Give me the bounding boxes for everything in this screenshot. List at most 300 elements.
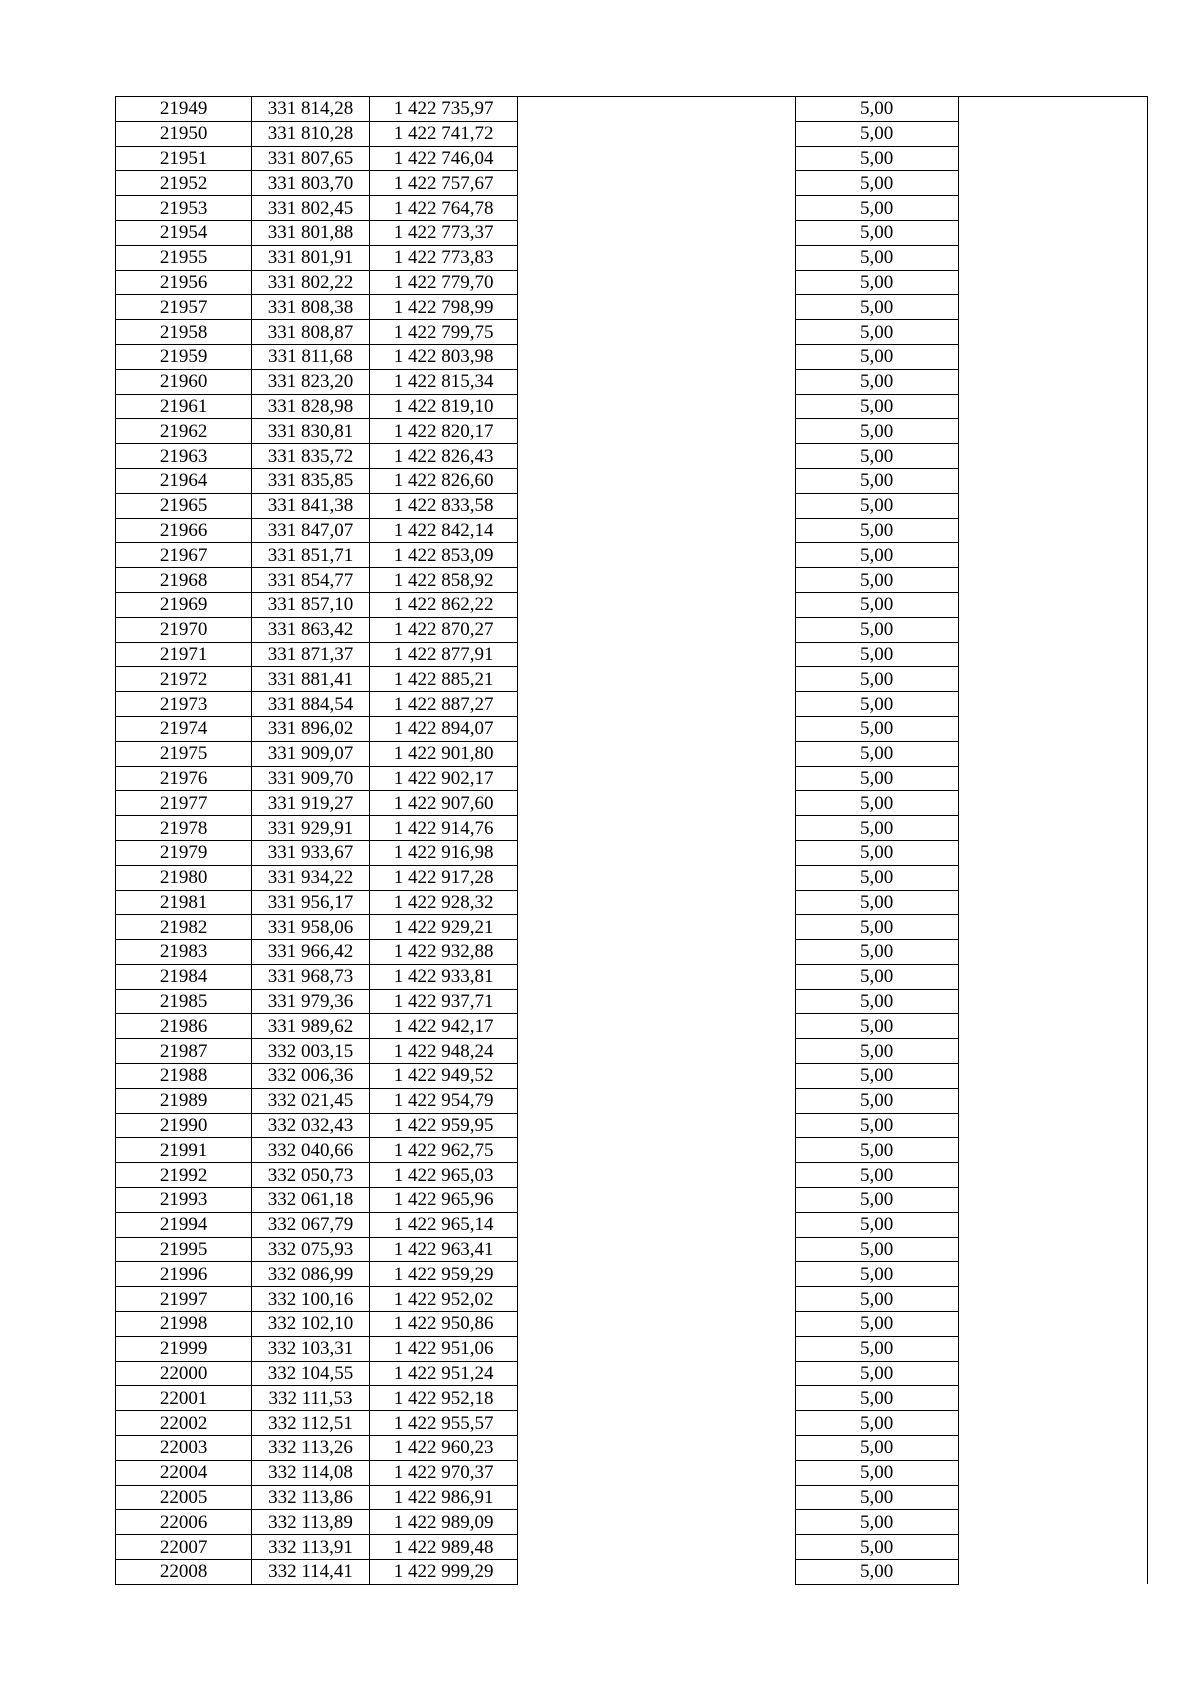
x-coordinate-cell: 331 919,27	[252, 791, 370, 816]
empty-cell	[958, 741, 1147, 766]
point-number-cell: 21967	[116, 543, 252, 568]
empty-cell	[958, 791, 1147, 816]
empty-cell	[518, 964, 795, 989]
point-number-cell: 21960	[116, 369, 252, 394]
x-coordinate-cell: 331 857,10	[252, 592, 370, 617]
empty-cell	[958, 196, 1147, 221]
y-coordinate-cell: 1 422 853,09	[369, 543, 517, 568]
empty-cell	[958, 295, 1147, 320]
accuracy-cell: 5,00	[795, 964, 958, 989]
accuracy-cell: 5,00	[795, 1336, 958, 1361]
accuracy-cell: 5,00	[795, 1113, 958, 1138]
y-coordinate-cell: 1 422 952,02	[369, 1287, 517, 1312]
accuracy-cell: 5,00	[795, 1560, 958, 1585]
point-number-cell: 21986	[116, 1014, 252, 1039]
point-number-cell: 21959	[116, 344, 252, 369]
y-coordinate-cell: 1 422 965,96	[369, 1188, 517, 1213]
y-coordinate-cell: 1 422 989,09	[369, 1510, 517, 1535]
empty-cell	[958, 1510, 1147, 1535]
empty-cell	[958, 270, 1147, 295]
empty-cell	[958, 1163, 1147, 1188]
point-number-cell: 21978	[116, 816, 252, 841]
point-number-cell: 21999	[116, 1336, 252, 1361]
x-coordinate-cell: 332 113,91	[252, 1535, 370, 1560]
table-row	[116, 444, 1148, 469]
x-coordinate-cell: 332 100,16	[252, 1287, 370, 1312]
y-coordinate-cell: 1 422 954,79	[369, 1088, 517, 1113]
empty-cell	[518, 1312, 795, 1337]
x-coordinate-cell: 331 823,20	[252, 369, 370, 394]
table-row	[116, 964, 1148, 989]
coordinates-table-body	[116, 97, 1148, 1585]
point-number-cell: 21962	[116, 419, 252, 444]
table-row	[116, 543, 1148, 568]
y-coordinate-cell: 1 422 862,22	[369, 592, 517, 617]
point-number-cell: 21965	[116, 493, 252, 518]
y-coordinate-cell: 1 422 962,75	[369, 1138, 517, 1163]
point-number-cell: 21991	[116, 1138, 252, 1163]
x-coordinate-cell: 331 810,28	[252, 121, 370, 146]
accuracy-cell: 5,00	[795, 518, 958, 543]
empty-cell	[518, 493, 795, 518]
x-coordinate-cell: 332 032,43	[252, 1113, 370, 1138]
empty-cell	[518, 741, 795, 766]
y-coordinate-cell: 1 422 960,23	[369, 1436, 517, 1461]
x-coordinate-cell: 331 808,87	[252, 320, 370, 345]
y-coordinate-cell: 1 422 799,75	[369, 320, 517, 345]
x-coordinate-cell: 331 871,37	[252, 642, 370, 667]
y-coordinate-cell: 1 422 959,29	[369, 1262, 517, 1287]
empty-cell	[518, 840, 795, 865]
x-coordinate-cell: 331 828,98	[252, 394, 370, 419]
table-row	[116, 692, 1148, 717]
table-row	[116, 568, 1148, 593]
y-coordinate-cell: 1 422 965,14	[369, 1212, 517, 1237]
x-coordinate-cell: 331 958,06	[252, 915, 370, 940]
y-coordinate-cell: 1 422 757,67	[369, 171, 517, 196]
empty-cell	[958, 444, 1147, 469]
empty-cell	[518, 1014, 795, 1039]
x-coordinate-cell: 331 851,71	[252, 543, 370, 568]
empty-cell	[518, 642, 795, 667]
accuracy-cell: 5,00	[795, 1237, 958, 1262]
y-coordinate-cell: 1 422 735,97	[369, 97, 517, 122]
point-number-cell: 21955	[116, 245, 252, 270]
accuracy-cell: 5,00	[795, 989, 958, 1014]
accuracy-cell: 5,00	[795, 295, 958, 320]
table-row	[116, 1237, 1148, 1262]
y-coordinate-cell: 1 422 773,83	[369, 245, 517, 270]
accuracy-cell: 5,00	[795, 97, 958, 122]
x-coordinate-cell: 331 979,36	[252, 989, 370, 1014]
empty-cell	[518, 1535, 795, 1560]
empty-cell	[958, 1411, 1147, 1436]
point-number-cell: 21984	[116, 964, 252, 989]
table-row	[116, 1188, 1148, 1213]
table-row	[116, 1485, 1148, 1510]
table-row	[116, 295, 1148, 320]
y-coordinate-cell: 1 422 858,92	[369, 568, 517, 593]
table-row	[116, 1386, 1148, 1411]
empty-cell	[518, 1088, 795, 1113]
accuracy-cell: 5,00	[795, 840, 958, 865]
y-coordinate-cell: 1 422 937,71	[369, 989, 517, 1014]
y-coordinate-cell: 1 422 746,04	[369, 146, 517, 171]
accuracy-cell: 5,00	[795, 394, 958, 419]
table-row	[116, 617, 1148, 642]
empty-cell	[518, 1436, 795, 1461]
accuracy-cell: 5,00	[795, 940, 958, 965]
x-coordinate-cell: 331 814,28	[252, 97, 370, 122]
empty-cell	[958, 1064, 1147, 1089]
empty-cell	[518, 419, 795, 444]
y-coordinate-cell: 1 422 929,21	[369, 915, 517, 940]
table-row	[116, 1088, 1148, 1113]
point-number-cell: 21963	[116, 444, 252, 469]
empty-cell	[518, 1039, 795, 1064]
empty-cell	[958, 667, 1147, 692]
accuracy-cell: 5,00	[795, 543, 958, 568]
point-number-cell: 21997	[116, 1287, 252, 1312]
x-coordinate-cell: 332 113,89	[252, 1510, 370, 1535]
accuracy-cell: 5,00	[795, 915, 958, 940]
empty-cell	[518, 1064, 795, 1089]
y-coordinate-cell: 1 422 965,03	[369, 1163, 517, 1188]
x-coordinate-cell: 332 003,15	[252, 1039, 370, 1064]
empty-cell	[518, 1262, 795, 1287]
y-coordinate-cell: 1 422 833,58	[369, 493, 517, 518]
table-row	[116, 716, 1148, 741]
x-coordinate-cell: 332 103,31	[252, 1336, 370, 1361]
point-number-cell: 22005	[116, 1485, 252, 1510]
y-coordinate-cell: 1 422 803,98	[369, 344, 517, 369]
y-coordinate-cell: 1 422 819,10	[369, 394, 517, 419]
table-row	[116, 220, 1148, 245]
x-coordinate-cell: 331 884,54	[252, 692, 370, 717]
y-coordinate-cell: 1 422 901,80	[369, 741, 517, 766]
point-number-cell: 21993	[116, 1188, 252, 1213]
accuracy-cell: 5,00	[795, 1510, 958, 1535]
accuracy-cell: 5,00	[795, 592, 958, 617]
point-number-cell: 21983	[116, 940, 252, 965]
x-coordinate-cell: 331 934,22	[252, 865, 370, 890]
point-number-cell: 21958	[116, 320, 252, 345]
empty-cell	[518, 568, 795, 593]
point-number-cell: 22007	[116, 1535, 252, 1560]
y-coordinate-cell: 1 422 942,17	[369, 1014, 517, 1039]
table-row	[116, 1163, 1148, 1188]
table-row	[116, 369, 1148, 394]
table-row	[116, 97, 1148, 122]
table-row	[116, 1460, 1148, 1485]
x-coordinate-cell: 332 021,45	[252, 1088, 370, 1113]
table-row	[116, 245, 1148, 270]
x-coordinate-cell: 331 966,42	[252, 940, 370, 965]
point-number-cell: 21972	[116, 667, 252, 692]
y-coordinate-cell: 1 422 948,24	[369, 1039, 517, 1064]
empty-cell	[958, 146, 1147, 171]
accuracy-cell: 5,00	[795, 1212, 958, 1237]
point-number-cell: 22008	[116, 1560, 252, 1585]
empty-cell	[518, 766, 795, 791]
y-coordinate-cell: 1 422 902,17	[369, 766, 517, 791]
empty-cell	[958, 865, 1147, 890]
empty-cell	[518, 1560, 795, 1585]
point-number-cell: 21980	[116, 865, 252, 890]
point-number-cell: 21976	[116, 766, 252, 791]
table-row	[116, 344, 1148, 369]
x-coordinate-cell: 331 989,62	[252, 1014, 370, 1039]
y-coordinate-cell: 1 422 949,52	[369, 1064, 517, 1089]
x-coordinate-cell: 332 075,93	[252, 1237, 370, 1262]
empty-cell	[518, 667, 795, 692]
empty-cell	[518, 1287, 795, 1312]
accuracy-cell: 5,00	[795, 419, 958, 444]
accuracy-cell: 5,00	[795, 270, 958, 295]
x-coordinate-cell: 331 801,91	[252, 245, 370, 270]
empty-cell	[518, 295, 795, 320]
y-coordinate-cell: 1 422 773,37	[369, 220, 517, 245]
accuracy-cell: 5,00	[795, 617, 958, 642]
accuracy-cell: 5,00	[795, 1535, 958, 1560]
accuracy-cell: 5,00	[795, 1014, 958, 1039]
point-number-cell: 21952	[116, 171, 252, 196]
accuracy-cell: 5,00	[795, 1436, 958, 1461]
table-row	[116, 1014, 1148, 1039]
point-number-cell: 21998	[116, 1312, 252, 1337]
x-coordinate-cell: 332 104,55	[252, 1361, 370, 1386]
empty-cell	[958, 468, 1147, 493]
table-row	[116, 1064, 1148, 1089]
empty-cell	[958, 121, 1147, 146]
empty-cell	[958, 989, 1147, 1014]
accuracy-cell: 5,00	[795, 320, 958, 345]
point-number-cell: 21971	[116, 642, 252, 667]
empty-cell	[958, 1436, 1147, 1461]
empty-cell	[518, 196, 795, 221]
empty-cell	[958, 344, 1147, 369]
point-number-cell: 21954	[116, 220, 252, 245]
empty-cell	[518, 394, 795, 419]
point-number-cell: 21953	[116, 196, 252, 221]
empty-cell	[518, 97, 795, 122]
empty-cell	[518, 816, 795, 841]
table-row	[116, 1262, 1148, 1287]
y-coordinate-cell: 1 422 907,60	[369, 791, 517, 816]
y-coordinate-cell: 1 422 885,21	[369, 667, 517, 692]
empty-cell	[958, 245, 1147, 270]
point-number-cell: 21979	[116, 840, 252, 865]
point-number-cell: 21982	[116, 915, 252, 940]
accuracy-cell: 5,00	[795, 196, 958, 221]
table-row	[116, 468, 1148, 493]
x-coordinate-cell: 331 835,72	[252, 444, 370, 469]
table-row	[116, 146, 1148, 171]
x-coordinate-cell: 331 956,17	[252, 890, 370, 915]
point-number-cell: 22002	[116, 1411, 252, 1436]
accuracy-cell: 5,00	[795, 1485, 958, 1510]
empty-cell	[518, 121, 795, 146]
empty-cell	[958, 97, 1147, 122]
table-row	[116, 1560, 1148, 1585]
empty-cell	[958, 592, 1147, 617]
empty-cell	[518, 1386, 795, 1411]
empty-cell	[958, 518, 1147, 543]
table-row	[116, 1312, 1148, 1337]
point-number-cell: 21957	[116, 295, 252, 320]
accuracy-cell: 5,00	[795, 568, 958, 593]
empty-cell	[958, 940, 1147, 965]
accuracy-cell: 5,00	[795, 741, 958, 766]
table-row	[116, 667, 1148, 692]
accuracy-cell: 5,00	[795, 766, 958, 791]
empty-cell	[518, 518, 795, 543]
y-coordinate-cell: 1 422 959,95	[369, 1113, 517, 1138]
y-coordinate-cell: 1 422 894,07	[369, 716, 517, 741]
empty-cell	[958, 1361, 1147, 1386]
x-coordinate-cell: 331 841,38	[252, 493, 370, 518]
table-row	[116, 171, 1148, 196]
empty-cell	[958, 766, 1147, 791]
accuracy-cell: 5,00	[795, 865, 958, 890]
empty-cell	[518, 543, 795, 568]
empty-cell	[958, 1287, 1147, 1312]
y-coordinate-cell: 1 422 877,91	[369, 642, 517, 667]
empty-cell	[958, 1560, 1147, 1585]
y-coordinate-cell: 1 422 779,70	[369, 270, 517, 295]
table-row	[116, 1361, 1148, 1386]
y-coordinate-cell: 1 422 870,27	[369, 617, 517, 642]
table-row	[116, 1113, 1148, 1138]
x-coordinate-cell: 331 929,91	[252, 816, 370, 841]
x-coordinate-cell: 331 802,22	[252, 270, 370, 295]
empty-cell	[958, 1262, 1147, 1287]
point-number-cell: 21956	[116, 270, 252, 295]
point-number-cell: 21950	[116, 121, 252, 146]
empty-cell	[518, 716, 795, 741]
x-coordinate-cell: 331 933,67	[252, 840, 370, 865]
table-row	[116, 1436, 1148, 1461]
empty-cell	[518, 1510, 795, 1535]
empty-cell	[518, 320, 795, 345]
accuracy-cell: 5,00	[795, 816, 958, 841]
accuracy-cell: 5,00	[795, 171, 958, 196]
empty-cell	[958, 915, 1147, 940]
y-coordinate-cell: 1 422 815,34	[369, 369, 517, 394]
point-number-cell: 21995	[116, 1237, 252, 1262]
accuracy-cell: 5,00	[795, 468, 958, 493]
empty-cell	[958, 1113, 1147, 1138]
table-row	[116, 419, 1148, 444]
point-number-cell: 21970	[116, 617, 252, 642]
table-row	[116, 196, 1148, 221]
empty-cell	[518, 791, 795, 816]
table-row	[116, 1336, 1148, 1361]
accuracy-cell: 5,00	[795, 146, 958, 171]
y-coordinate-cell: 1 422 914,76	[369, 816, 517, 841]
point-number-cell: 22000	[116, 1361, 252, 1386]
x-coordinate-cell: 332 050,73	[252, 1163, 370, 1188]
table-row	[116, 1039, 1148, 1064]
table-row	[116, 989, 1148, 1014]
empty-cell	[958, 1138, 1147, 1163]
x-coordinate-cell: 332 102,10	[252, 1312, 370, 1337]
empty-cell	[958, 1460, 1147, 1485]
y-coordinate-cell: 1 422 917,28	[369, 865, 517, 890]
empty-cell	[518, 940, 795, 965]
accuracy-cell: 5,00	[795, 444, 958, 469]
empty-cell	[518, 592, 795, 617]
empty-cell	[958, 1386, 1147, 1411]
y-coordinate-cell: 1 422 916,98	[369, 840, 517, 865]
y-coordinate-cell: 1 422 928,32	[369, 890, 517, 915]
x-coordinate-cell: 332 111,53	[252, 1386, 370, 1411]
empty-cell	[518, 1113, 795, 1138]
accuracy-cell: 5,00	[795, 1411, 958, 1436]
empty-cell	[958, 171, 1147, 196]
accuracy-cell: 5,00	[795, 1386, 958, 1411]
x-coordinate-cell: 331 811,68	[252, 344, 370, 369]
accuracy-cell: 5,00	[795, 1163, 958, 1188]
accuracy-cell: 5,00	[795, 344, 958, 369]
empty-cell	[958, 419, 1147, 444]
empty-cell	[518, 1460, 795, 1485]
accuracy-cell: 5,00	[795, 1287, 958, 1312]
accuracy-cell: 5,00	[795, 245, 958, 270]
x-coordinate-cell: 331 801,88	[252, 220, 370, 245]
x-coordinate-cell: 331 968,73	[252, 964, 370, 989]
x-coordinate-cell: 332 040,66	[252, 1138, 370, 1163]
point-number-cell: 21951	[116, 146, 252, 171]
point-number-cell: 21968	[116, 568, 252, 593]
point-number-cell: 21966	[116, 518, 252, 543]
x-coordinate-cell: 331 807,65	[252, 146, 370, 171]
x-coordinate-cell: 331 802,45	[252, 196, 370, 221]
table-row	[116, 493, 1148, 518]
table-row	[116, 270, 1148, 295]
accuracy-cell: 5,00	[795, 692, 958, 717]
accuracy-cell: 5,00	[795, 1088, 958, 1113]
point-number-cell: 21981	[116, 890, 252, 915]
empty-cell	[958, 568, 1147, 593]
empty-cell	[958, 840, 1147, 865]
accuracy-cell: 5,00	[795, 493, 958, 518]
accuracy-cell: 5,00	[795, 890, 958, 915]
empty-cell	[958, 1237, 1147, 1262]
x-coordinate-cell: 331 835,85	[252, 468, 370, 493]
table-row	[116, 320, 1148, 345]
x-coordinate-cell: 332 113,86	[252, 1485, 370, 1510]
point-number-cell: 21985	[116, 989, 252, 1014]
point-number-cell: 21977	[116, 791, 252, 816]
table-row	[116, 121, 1148, 146]
y-coordinate-cell: 1 422 963,41	[369, 1237, 517, 1262]
accuracy-cell: 5,00	[795, 121, 958, 146]
table-row	[116, 840, 1148, 865]
x-coordinate-cell: 331 909,07	[252, 741, 370, 766]
table-row	[116, 940, 1148, 965]
empty-cell	[958, 890, 1147, 915]
empty-cell	[518, 1361, 795, 1386]
y-coordinate-cell: 1 422 989,48	[369, 1535, 517, 1560]
table-row	[116, 642, 1148, 667]
y-coordinate-cell: 1 422 951,06	[369, 1336, 517, 1361]
y-coordinate-cell: 1 422 826,60	[369, 468, 517, 493]
table-row	[116, 1535, 1148, 1560]
x-coordinate-cell: 331 881,41	[252, 667, 370, 692]
point-number-cell: 21988	[116, 1064, 252, 1089]
x-coordinate-cell: 332 086,99	[252, 1262, 370, 1287]
